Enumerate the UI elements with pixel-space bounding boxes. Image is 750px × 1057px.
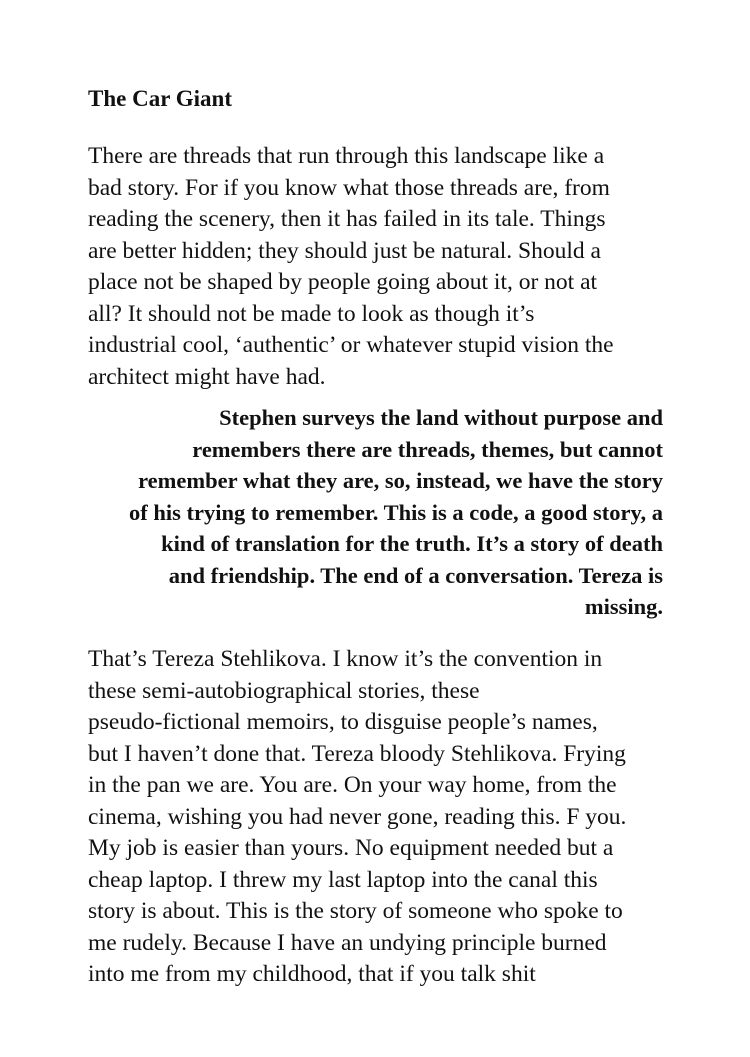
text-line: That’s Tereza Stehlikova. I know it’s the convention in: [88, 646, 603, 672]
text-line: cheap laptop. I threw my last laptop into the canal this: [88, 866, 598, 893]
text-line: My job is easier than yours. No equipment needed but a: [88, 835, 614, 861]
quote-line: remembers there are threads, themes, but cannot: [192, 436, 663, 462]
text-line: story is about. This is the story of someone who spoke to: [88, 898, 623, 924]
text-line: these semi-autobiographical stories, these: [88, 677, 480, 704]
text-line: bad story. For if you know what those threads are, from: [88, 174, 610, 201]
text-line: architect might have had.: [88, 363, 326, 390]
quote-line: kind of translation for the truth. It’s a story of death: [161, 531, 663, 556]
quote-line: of his trying to remember. This is a code, a good story, a: [129, 499, 663, 525]
text-line: There are threads that run through this landscape like a: [88, 143, 605, 169]
text-line: pseudo-fictional memoirs, to disguise people’s names,: [88, 709, 598, 735]
text-line: in the pan we are. You are. On your way home, from the: [88, 772, 617, 798]
quote-line: missing.: [584, 594, 663, 619]
text-line: all? It should not be made to look as though it’s: [88, 300, 535, 327]
quote-line: and friendship. The end of a conversation. Tereza is: [168, 562, 663, 588]
pull-quote: [63, 402, 663, 623]
text-line: but I haven’t done that. Tereza bloody Stehlikova. Frying: [88, 740, 626, 767]
text-line: reading the scenery, then it has failed in its tale. Things: [88, 206, 606, 232]
paragraph-2: [88, 644, 688, 991]
text-line: place not be shaped by people going about it, or not at: [88, 269, 598, 295]
quote-line: remember what they are, so, instead, we have the story: [138, 468, 663, 493]
text-line: into me from my childhood, that if you talk shit: [88, 961, 536, 987]
quote-line: Stephen surveys the land without purpose and: [219, 405, 663, 430]
text-line: me rudely. Because I have an undying principle burned: [88, 929, 607, 956]
paragraph-1: [88, 141, 688, 393]
text-line: cinema, wishing you had never gone, reading this. F you.: [88, 803, 627, 830]
text-line: industrial cool, ‘authentic’ or whatever stupid vision the: [88, 332, 614, 358]
text-line: are better hidden; they should just be natural. Should a: [88, 237, 601, 264]
chapter-title: The Car Giant: [88, 86, 232, 111]
